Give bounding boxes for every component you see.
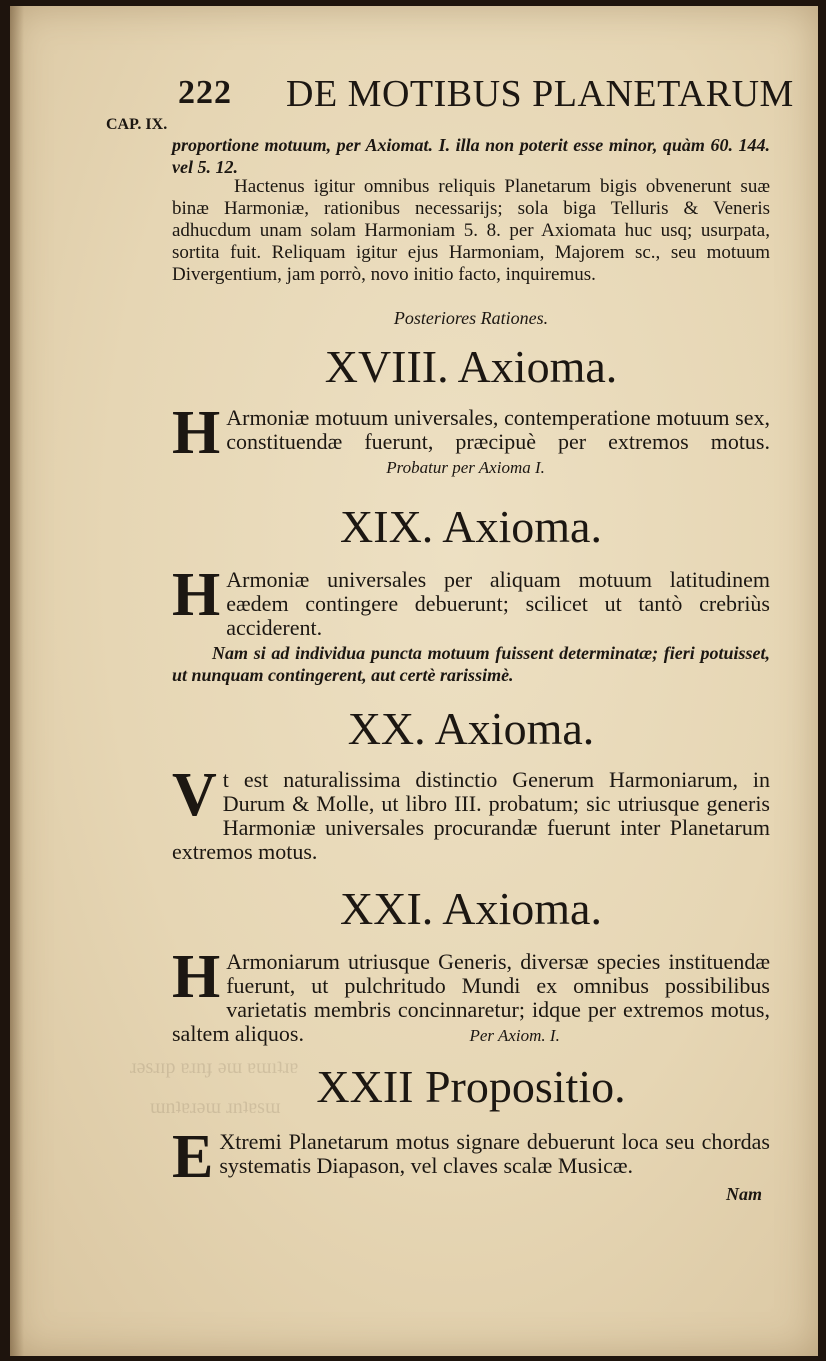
axiom-heading-xviii: XVIII. Axioma. <box>324 341 618 392</box>
axiom-body-xix <box>172 561 770 640</box>
dropcap-letter: V <box>172 761 217 829</box>
axiom-note-xix: Nam si ad individua puncta motuum fuissent determinatæ; fieri potuisset, ut nunquam contingerent, aut certè rarissimè. <box>172 643 770 685</box>
axiom-heading-xix: XIX. Axioma. <box>340 501 602 552</box>
book-page <box>10 6 818 1356</box>
axiom-text: Armoniarum utriusque Generis, diversæ species instituendæ fuerunt, ut pulchritudo Mundi ex omnibus possibilibus varietatis membris concinnaretur; idque per extremos motus, saltem aliquos. <box>172 949 770 1046</box>
dropcap-letter: H <box>172 561 221 629</box>
axiom-probatur: Per Axiom. I. <box>469 1026 560 1045</box>
intro-paragraph: Hactenus igitur omnibus reliquis Planetarum bigis obvenerunt suæ binæ Harmoniæ, rationibus necessarijs; sola biga Telluris & Veneris adhucdum unam solam Harmoniam 5. 8. per Axiomata huc usq; usurpata, sortita fuit. Reliquam igitur ejus Harmoniam, Majorem sc., seu motuum Divergentium, jam porrò, novo initio facto, inquiremus. <box>172 176 770 285</box>
axiom-body-xxi <box>172 943 770 1048</box>
axiom-probatur: Probatur per Axioma I. <box>386 458 545 477</box>
intro-italic-text <box>172 134 770 178</box>
axiom-body-xviii <box>172 399 770 480</box>
running-head: DE MOTIBUS PLANETARUM <box>286 73 794 115</box>
page-number: 222 <box>178 74 232 111</box>
axiom-body-xx <box>172 761 770 864</box>
intro-italic-line-1: proportione motuum, per Axiomat. I. illa non poterit esse minor, quàm 60. 144. <box>172 135 770 155</box>
show-through-text: ɯnʇɐɹǝɯ ɹnʇɐsɯ <box>150 1096 281 1118</box>
page-gutter-shadow <box>10 6 24 1356</box>
dropcap-letter: E <box>172 1123 214 1191</box>
dropcap-letter: H <box>172 399 221 467</box>
axiom-text: Xtremi Planetarum motus signare debuerunt loca seu chordas systematis Diapason, vel claves scalæ Musicæ. <box>219 1129 770 1178</box>
proposition-heading-xxii: XXII Propositio. <box>316 1061 626 1112</box>
dropcap-letter: H <box>172 943 221 1011</box>
proposition-body-xxii <box>172 1123 770 1191</box>
axiom-heading-xx: XX. Axioma. <box>347 703 595 754</box>
show-through-text: ɹǝsɹɪp ɐɹnɟ ǝɯ ɐɯıʇɹɐ <box>130 1056 299 1078</box>
axiom-text: t est naturalissima distinctio Generum Harmoniarum, in Durum & Molle, ut libro III. probatum; sic utriusque generis Harmoniæ universales procurandæ fuerunt inter Planetarum extremos motus. <box>172 767 770 864</box>
margin-chapter-label: CAP. IX. <box>106 116 168 133</box>
axiom-heading-xxi: XXI. Axioma. <box>340 883 602 934</box>
section-label: Posteriores Rationes. <box>393 308 549 328</box>
catchword: Nam <box>726 1184 762 1204</box>
intro-italic-line-2: vel 5. 12. <box>172 157 238 177</box>
axiom-text: Armoniæ motuum universales, contemperatione motuum sex, constituendæ fuerunt, præcipuè per extremos motus. <box>226 405 770 454</box>
axiom-text: Armoniæ universales per aliquam motuum latitudinem eædem contingere debuerunt; scilicet ut tantò crebriùs acciderent. <box>226 567 770 640</box>
